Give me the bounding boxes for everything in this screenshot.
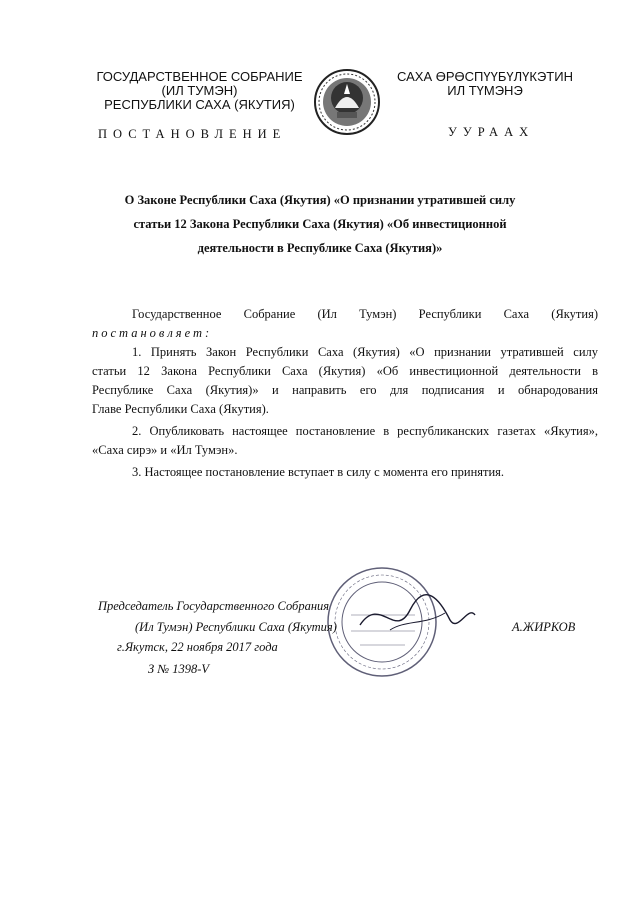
item-2-line2: «Саха сирэ» и «Ил Тумэн». <box>92 443 238 457</box>
document-number: З № 1398-V <box>148 662 210 676</box>
item-3: 3. Настоящее постановление вступает в силу с момента его принятия. <box>132 465 505 479</box>
doc-type-sakha: УУРААХ <box>448 125 535 139</box>
title-line2: статьи 12 Закона Республики Саха (Якутия) «Об инвестиционной <box>133 217 507 231</box>
header-right-org <box>385 70 585 98</box>
doc-type-ru: ПОСТАНОВЛЕНИЕ <box>98 127 287 141</box>
signatory-name: А.ЖИРКОВ <box>512 620 576 634</box>
item-1-line1: 1. Принять Закон Республики Саха (Якутия) «О признании утратившей силу <box>132 345 598 359</box>
item-1-line2: статьи 12 Закона Республики Саха (Якутия) «Об инвестиционной деятельности в <box>92 364 598 378</box>
header-left-org <box>72 70 327 112</box>
handwritten-signature <box>350 585 480 645</box>
document-title <box>80 188 560 260</box>
place-and-date: г.Якутск, 22 ноября 2017 года <box>117 640 278 654</box>
title-line1: О Законе Республики Саха (Якутия) «О признании утратившей силу <box>124 193 516 207</box>
header-left-line2: (ИЛ ТУМЭН) <box>161 83 238 98</box>
header-right-line1: САХА ӨРӨСПҮҮБҮЛҮКЭТИН <box>397 69 573 84</box>
signature-position-line2: (Ил Тумэн) Республики Саха (Якутия) <box>135 620 337 634</box>
intro-verb: постановляет: <box>92 326 213 340</box>
item-2-line1: 2. Опубликовать настоящее постановление в республиканских газетах «Якутия», <box>132 424 598 438</box>
signature-position-line1: Председатель Государственного Собрания <box>98 599 330 613</box>
coat-of-arms-icon <box>313 68 381 136</box>
document-body <box>92 305 598 482</box>
header-left-line1: ГОСУДАРСТВЕННОЕ СОБРАНИЕ <box>96 69 303 84</box>
header-right-line2: ИЛ ТҮМЭНЭ <box>447 83 523 98</box>
intro-text: Государственное Собрание (Ил Тумэн) Республики Саха (Якутия) <box>132 307 598 321</box>
item-1-line4: Главе Республики Саха (Якутия). <box>92 402 269 416</box>
header-left-line3: РЕСПУБЛИКИ САХА (ЯКУТИЯ) <box>104 97 295 112</box>
title-line3: деятельности в Республике Саха (Якутия)» <box>197 241 443 255</box>
item-1-line3: Республике Саха (Якутия)» и направить его для подписания и обнародования <box>92 383 598 397</box>
